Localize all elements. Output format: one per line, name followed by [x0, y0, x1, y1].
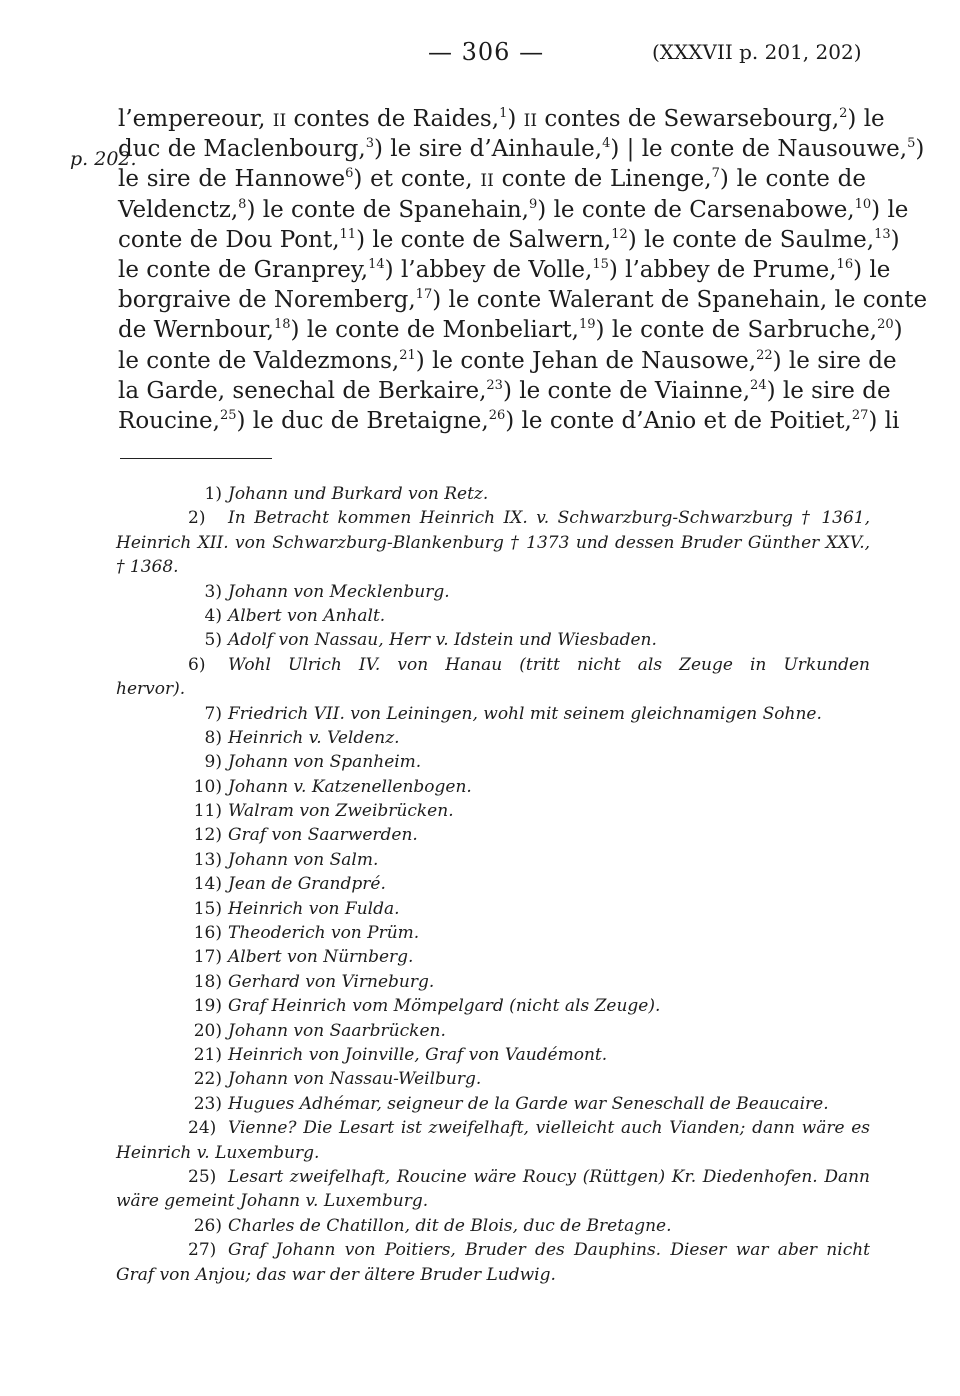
- footnote-number: 3): [204, 581, 222, 602]
- footnote-text: Heinrich von Fulda.: [228, 898, 400, 919]
- footnote-text: Friedrich VII. von Leiningen, wohl mit seinem gleichnamigen Sohne.: [228, 703, 822, 724]
- text-segment: II: [272, 111, 287, 131]
- footnote-marker: 12: [611, 226, 628, 242]
- footnote-text: Walram von Zweibrücken.: [228, 801, 454, 822]
- footnote-text: Graf von Saarwerden.: [228, 825, 418, 846]
- footnote-continuation: wäre gemeint Johann v. Luxemburg.: [116, 1191, 429, 1212]
- footnote: [118, 653, 870, 677]
- footnote-marker: 7: [711, 166, 720, 182]
- text-segment: ) li: [868, 407, 900, 434]
- text-line: [118, 134, 925, 164]
- footnote: [118, 897, 870, 921]
- footnote-number: 25): [188, 1166, 217, 1187]
- text-segment: Roucine,: [118, 407, 220, 434]
- footnote-number: 1): [204, 484, 222, 504]
- footnote-number: 13): [193, 849, 222, 870]
- footnote-number: 23): [193, 1093, 222, 1114]
- text-segment: contes de Raides,: [286, 106, 500, 132]
- text-segment: conte de Dou Pont,: [118, 226, 340, 253]
- text-segment: ) le conte de Carsenabowe,: [537, 196, 855, 223]
- text-segment: ) l’abbey de Volle,: [384, 256, 593, 283]
- footnote-number: 22): [193, 1069, 222, 1090]
- footnote-marker: 5: [907, 136, 916, 152]
- footnote-marker: 6: [345, 166, 354, 182]
- footnote: [118, 1019, 870, 1043]
- text-segment: ) le duc de Bretaigne,: [236, 407, 489, 434]
- footnote-marker: 26: [488, 407, 506, 423]
- footnote-continuation: Heinrich v. Luxemburg.: [116, 1142, 320, 1163]
- footnote-marker: 15: [592, 256, 609, 272]
- footnote-number: 18): [193, 971, 222, 992]
- text-segment: ) le sire de: [766, 377, 891, 404]
- footnote-number: 12): [193, 825, 222, 846]
- text-segment: ) le conte de Viainne,: [502, 377, 751, 404]
- text-segment: ): [893, 317, 903, 344]
- footnote-text: Hugues Adhémar, seigneur de la Garde war Seneschall de Beaucaire.: [228, 1093, 829, 1114]
- footnote-text: Johann und Burkard von Retz.: [228, 484, 489, 504]
- text-segment: ) le sire de: [772, 347, 897, 374]
- footnote: [118, 848, 870, 872]
- footnote-text: Jean de Grandpré.: [228, 874, 386, 895]
- footnote: [118, 750, 870, 774]
- page-number: — 306 —: [428, 38, 545, 66]
- footnote-text: Johann von Mecklenburg.: [228, 581, 450, 602]
- page-header: [0, 36, 960, 76]
- footnote-marker: 3: [365, 136, 374, 152]
- footnote-text: Albert von Nürnberg.: [228, 947, 414, 968]
- footnote-marker: 19: [578, 317, 596, 333]
- footnote-text: Johann von Salm.: [228, 849, 379, 870]
- footnote-text: Graf Heinrich vom Mömpelgard (nicht als Zeuge).: [228, 996, 661, 1017]
- footnote-number: 6): [188, 654, 206, 675]
- footnote-text: Theoderich von Prüm.: [228, 923, 420, 944]
- text-line: [118, 255, 891, 285]
- text-segment: la Garde, senechal de Berkaire,: [118, 377, 487, 404]
- text-line: [118, 104, 885, 134]
- text-segment: ) le conte de Saulme,: [627, 226, 875, 253]
- text-segment: le sire de Hannowe: [118, 166, 346, 193]
- text-segment: ) et conte,: [353, 166, 481, 193]
- footnote-text: Lesart zweifelhaft, Roucine wäre Roucy (Rüttgen) Kr. Diedenhofen. Dann: [228, 1166, 870, 1187]
- footnote-marker: 2: [839, 106, 848, 121]
- text-segment: le conte de Granprey,: [118, 256, 369, 283]
- text-segment: II: [480, 171, 494, 192]
- footnote: [118, 1043, 870, 1067]
- footnote-number: 27): [188, 1240, 217, 1261]
- footnote: [118, 921, 870, 945]
- text-line: [118, 376, 891, 406]
- footnote-divider: [120, 458, 272, 459]
- footnote-text: Vienne? Die Lesart ist zweifelhaft, vielleicht auch Vianden; dann wäre es: [228, 1118, 870, 1139]
- footnote-number: 11): [193, 801, 222, 822]
- footnote-continuation: Heinrich XII. von Schwarzburg-Blankenburg † 1373 und dessen Bruder Günther XXV.,: [116, 532, 870, 553]
- footnote-text: Johann von Saarbrücken.: [228, 1020, 446, 1041]
- footnote-marker: 25: [219, 407, 237, 423]
- footnote: [118, 1165, 870, 1189]
- text-segment: ) le: [853, 256, 891, 283]
- text-segment: ) le conte Jehan de Nausowe,: [415, 347, 757, 374]
- footnote-number: 15): [193, 898, 222, 919]
- footnote: [118, 604, 870, 628]
- footnote-marker: 8: [238, 196, 247, 212]
- footnote-text: Adolf von Nassau, Herr v. Idstein und Wiesbaden.: [228, 630, 657, 651]
- footnote-text: Johann v. Katzenellenbogen.: [228, 776, 472, 797]
- footnote-text: Wohl Ulrich IV. von Hanau (tritt nicht als Zeuge in Urkunden: [228, 654, 870, 675]
- footnote: [118, 580, 870, 604]
- text-segment: ) le conte Walerant de Spanehain, le conte: [432, 287, 928, 314]
- text-segment: le conte de Valdezmons,: [118, 347, 400, 374]
- text-segment: ) le conte d’Anio et de Poitiet,: [505, 407, 852, 434]
- footnote: [118, 1067, 870, 1091]
- text-segment: ) l’abbey de Prume,: [608, 256, 837, 283]
- text-segment: ) | le conte de Nausouwe,: [610, 136, 908, 163]
- footnote-number: 10): [193, 776, 222, 797]
- footnote-marker: 24: [750, 377, 767, 393]
- text-segment: contes de Sewarsebourg,: [537, 106, 840, 132]
- source-reference: (XXXVII p. 201, 202): [652, 40, 862, 64]
- text-line: [118, 225, 900, 255]
- footnote-marker: 18: [274, 317, 291, 333]
- footnote-continuation: † 1368.: [116, 557, 179, 578]
- footnote: [118, 945, 870, 969]
- footnote-text: Gerhard von Virneburg.: [228, 971, 435, 992]
- footnote: [118, 1116, 870, 1140]
- footnote-number: 16): [193, 923, 222, 944]
- text-segment: ) le: [847, 106, 885, 132]
- text-line: [118, 315, 903, 345]
- text-segment: ) le conte de Spanehain,: [246, 196, 529, 223]
- text-segment: II: [523, 111, 538, 131]
- footnote: [118, 872, 870, 896]
- footnote-number: 2): [188, 508, 206, 529]
- footnote-marker: 10: [854, 196, 872, 212]
- footnote: [118, 482, 870, 506]
- text-segment: ): [915, 136, 925, 163]
- footnote-number: 20): [193, 1020, 222, 1041]
- footnote-text: In Betracht kommen Heinrich IX. v. Schwarzburg-Schwarzburg † 1361,: [228, 508, 870, 529]
- text-segment: Veldenctz,: [118, 196, 239, 223]
- footnote: [118, 1092, 870, 1116]
- footnote-text: Johann von Spanheim.: [228, 752, 422, 773]
- footnote-marker: 9: [529, 196, 538, 212]
- footnote-continuation: hervor).: [116, 679, 186, 700]
- footnote-number: 8): [204, 727, 222, 748]
- text-segment: ) le sire d’Ainhaule,: [374, 136, 603, 163]
- text-segment: ) le conte de Salwern,: [356, 226, 612, 253]
- text-segment: ) le: [871, 196, 909, 223]
- footnote-marker: 14: [368, 256, 385, 272]
- footnote-marker: 23: [486, 377, 503, 393]
- footnote-marker: 21: [399, 347, 416, 363]
- footnote-text: Albert von Anhalt.: [228, 605, 386, 626]
- footnote-number: 17): [193, 947, 222, 968]
- text-segment: ): [507, 106, 524, 132]
- footnote-marker: 11: [339, 226, 357, 242]
- footnote-marker: 13: [874, 226, 891, 242]
- footnote-number: 4): [204, 605, 222, 626]
- text-segment: conte de Linenge,: [493, 166, 712, 193]
- footnote: [118, 970, 870, 994]
- footnote-text: Johann von Nassau-Weilburg.: [228, 1069, 482, 1090]
- margin-page-note: p. 202.: [70, 148, 137, 170]
- text-line: [118, 285, 928, 315]
- footnote: [118, 994, 870, 1018]
- footnote-marker: 20: [877, 317, 894, 333]
- footnotes: [118, 482, 870, 1287]
- footnote: [118, 702, 870, 726]
- text-segment: l’empereour,: [118, 106, 273, 132]
- footnote: [118, 628, 870, 652]
- text-line: [118, 195, 909, 225]
- footnote: [118, 775, 870, 799]
- footnote-marker: 1: [499, 106, 508, 121]
- footnote-number: 9): [204, 752, 222, 773]
- footnote-text: Charles de Chatillon, dit de Blois, duc de Bretagne.: [228, 1215, 672, 1236]
- footnote: [118, 1238, 870, 1262]
- main-text: [118, 104, 928, 436]
- footnote-marker: 22: [756, 347, 773, 363]
- footnote-marker: 27: [851, 407, 869, 423]
- text-segment: ) le conte de Monbeliart,: [290, 317, 579, 344]
- footnote: [118, 823, 870, 847]
- footnote: [118, 506, 870, 530]
- footnote-text: Graf Johann von Poitiers, Bruder des Dauphins. Dieser war aber nicht: [228, 1240, 870, 1261]
- footnote-number: 24): [188, 1118, 217, 1139]
- footnote: [118, 726, 870, 750]
- footnote-number: 21): [193, 1044, 222, 1065]
- footnote-number: 19): [193, 996, 222, 1017]
- text-segment: borgraive de Noremberg,: [118, 287, 416, 314]
- footnote-number: 14): [193, 874, 222, 895]
- footnote-marker: 17: [415, 287, 433, 303]
- text-line: [118, 164, 866, 194]
- footnote-number: 7): [204, 703, 222, 724]
- footnote-text: Heinrich v. Veldenz.: [228, 727, 400, 748]
- text-segment: de Wernbour,: [118, 317, 274, 344]
- text-segment: ): [890, 226, 900, 253]
- footnote-number: 26): [193, 1215, 222, 1236]
- text-line: [118, 406, 900, 436]
- footnote-text: Heinrich von Joinville, Graf von Vaudémont.: [228, 1044, 608, 1065]
- footnote-marker: 4: [602, 136, 611, 152]
- text-segment: ) le conte de: [719, 166, 866, 193]
- footnote: [118, 799, 870, 823]
- text-line: [118, 346, 897, 376]
- text-segment: duc de Maclenbourg,: [118, 136, 366, 163]
- text-segment: ) le conte de Sarbruche,: [595, 317, 878, 344]
- footnote-number: 5): [204, 630, 222, 651]
- footnote: [118, 1214, 870, 1238]
- footnote-continuation: Graf von Anjou; das war der ältere Bruder Ludwig.: [116, 1264, 556, 1285]
- footnote-marker: 16: [836, 256, 854, 272]
